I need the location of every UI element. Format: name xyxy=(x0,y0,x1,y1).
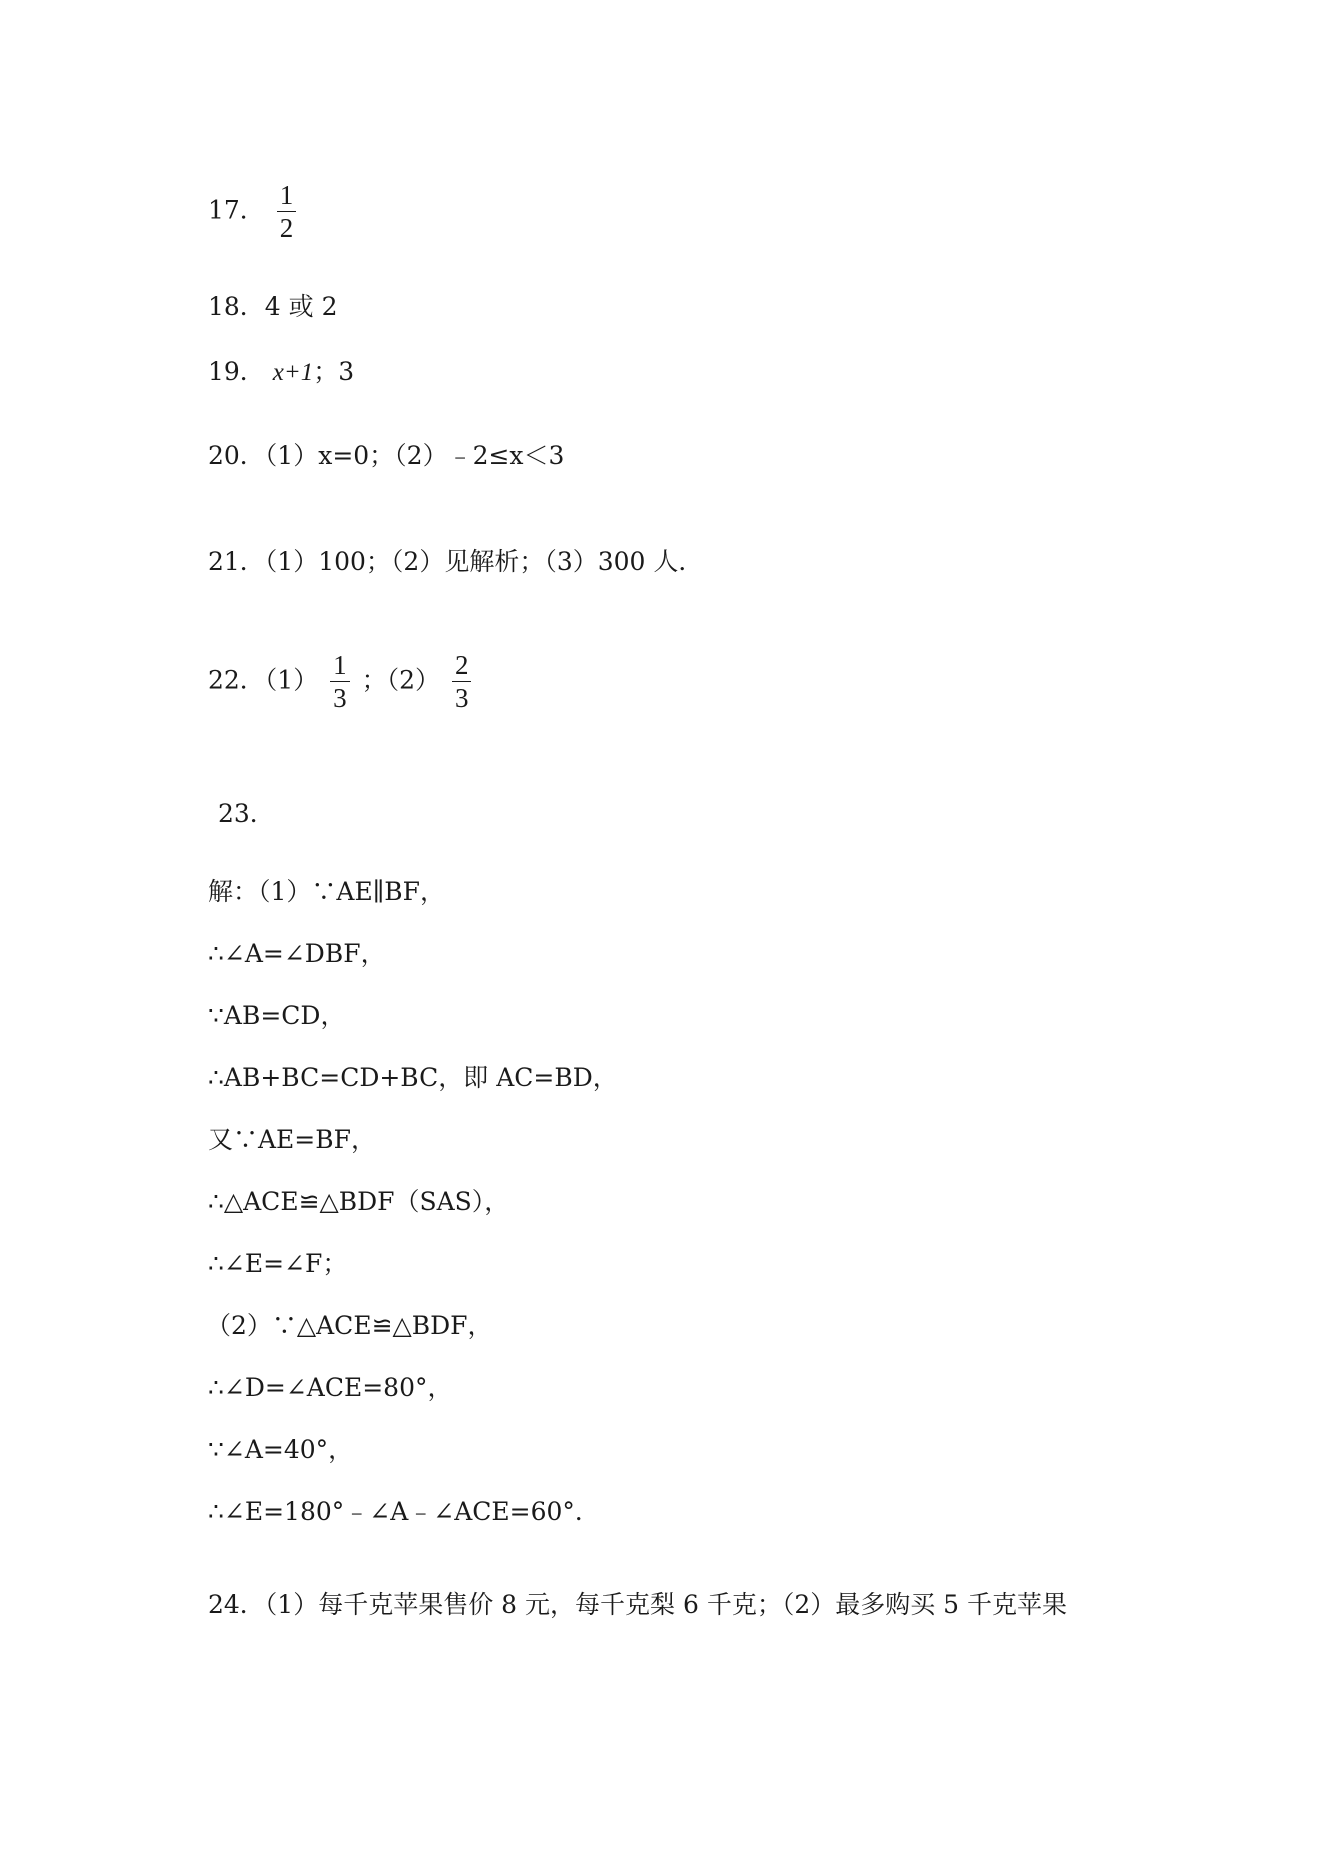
answer-17-label: 17． xyxy=(208,195,265,225)
answer-19-rest: ；3 xyxy=(313,357,355,386)
answer-23-line: ∵AB=CD， xyxy=(208,1001,346,1030)
answer-22-fraction-1-numerator: 1 xyxy=(330,652,350,682)
answer-23-line: 又∵AE=BF， xyxy=(208,1125,376,1154)
answer-23-line: ∴∠E=∠F； xyxy=(208,1249,348,1278)
answer-23-line: ∴AB+BC=CD+BC，即 AC=BD， xyxy=(208,1063,618,1092)
answer-17-numerator: 1 xyxy=(277,182,297,212)
answer-22 xyxy=(208,652,475,712)
answer-23-line: ∴∠A=∠DBF， xyxy=(208,939,386,968)
answer-23-line: ∴△ACE≌△BDF（SAS）， xyxy=(208,1187,510,1216)
answer-17-fraction xyxy=(277,182,297,242)
answer-18: 18．4 或 2 xyxy=(208,292,338,321)
answer-22-fraction-1-denominator: 3 xyxy=(333,683,347,713)
answer-19-label: 19． xyxy=(208,357,265,386)
answer-22-fraction-2 xyxy=(452,652,472,712)
answer-22-fraction-2-numerator: 2 xyxy=(452,652,472,682)
answer-19-expression: x+1 xyxy=(272,359,314,386)
answer-22-mid: ；（2） xyxy=(361,665,441,695)
answer-23-line: ∵∠A=40°， xyxy=(208,1435,354,1464)
answer-20: 20．（1）x=0；（2）﹣2≤x＜3 xyxy=(208,441,565,470)
answer-23-label: 23． xyxy=(218,799,275,828)
answer-23-line: ∴∠E=180°﹣∠A﹣∠ACE=60°． xyxy=(208,1497,600,1526)
answer-23-line: ∴∠D=∠ACE=80°， xyxy=(208,1373,453,1402)
answer-22-fraction-2-denominator: 3 xyxy=(454,683,469,713)
answer-21: 21．（1）100；（2）见解析；（3）300 人． xyxy=(208,547,704,576)
answer-22-label: 22．（1） xyxy=(208,665,319,695)
answer-17-denominator: 2 xyxy=(279,213,294,243)
answer-23-line: 解：（1）∵AE∥BF， xyxy=(208,877,445,906)
answer-24: 24．（1）每千克苹果售价 8 元，每千克梨 6 千克；（2）最多购买 5 千克苹果 xyxy=(208,1590,1068,1619)
answer-19 xyxy=(208,357,354,388)
answer-23-line: （2）∵△ACE≌△BDF， xyxy=(206,1311,493,1340)
answer-22-fraction-1 xyxy=(330,652,350,712)
answer-17 xyxy=(208,182,300,242)
